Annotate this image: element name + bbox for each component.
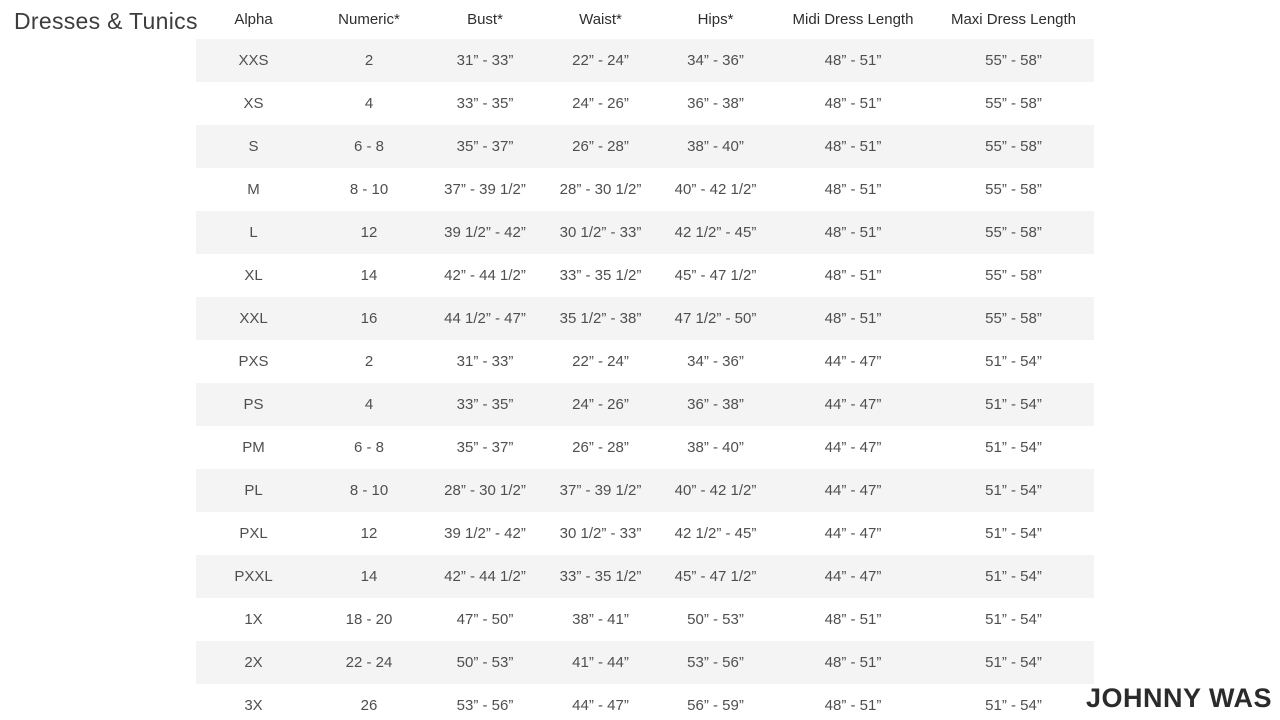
table-row <box>196 211 1094 254</box>
table-cell: 34” - 36” <box>687 52 744 69</box>
table-cell: 48” - 51” <box>824 611 882 628</box>
table-cell: 37” - 39 1/2” <box>444 181 526 198</box>
column-header: Alpha <box>234 11 273 28</box>
table-cell: 31” - 33” <box>456 52 514 69</box>
table-cell: 51” - 54” <box>985 439 1042 456</box>
table-cell: 26” - 28” <box>572 439 629 456</box>
table-cell: 34” - 36” <box>687 353 744 370</box>
table-cell: M <box>247 181 260 198</box>
column-header: Midi Dress Length <box>792 11 914 28</box>
table-row <box>196 254 1094 297</box>
table-row <box>196 684 1094 720</box>
table-cell: 12 <box>360 525 378 542</box>
table-cell: 35” - 37” <box>456 439 514 456</box>
table-cell: 51” - 54” <box>985 525 1042 542</box>
table-cell: 55” - 58” <box>985 181 1042 198</box>
table-cell: 48” - 51” <box>824 654 882 671</box>
table-cell: 55” - 58” <box>985 224 1042 241</box>
table-cell: 24” - 26” <box>572 95 629 112</box>
table-cell: 4 <box>364 95 374 112</box>
table-row <box>196 512 1094 555</box>
table-cell: 44” - 47” <box>824 482 882 499</box>
table-cell: 48” - 51” <box>824 138 882 155</box>
table-cell: 48” - 51” <box>824 310 882 327</box>
table-cell: PM <box>242 439 265 456</box>
table-cell: XXL <box>239 310 268 327</box>
table-cell: 50” - 53” <box>687 611 744 628</box>
table-cell: 44 1/2” - 47” <box>444 310 526 327</box>
table-cell: 16 <box>360 310 378 327</box>
table-cell: 8 - 10 <box>349 482 389 499</box>
table-cell: PXXL <box>234 568 273 585</box>
table-cell: 48” - 51” <box>824 697 882 714</box>
page-title: Dresses & Tunics <box>14 8 198 34</box>
table-cell: 48” - 51” <box>824 52 882 69</box>
table-cell: 36” - 38” <box>687 95 744 112</box>
table-cell: 44” - 47” <box>824 353 882 370</box>
table-row <box>196 39 1094 82</box>
column-header: Maxi Dress Length <box>950 11 1077 28</box>
table-cell: 55” - 58” <box>985 138 1042 155</box>
table-cell: 4 <box>364 396 374 413</box>
table-cell: 48” - 51” <box>824 95 882 112</box>
table-cell: PXL <box>239 525 268 542</box>
table-cell: 14 <box>360 267 378 284</box>
table-cell: 2 <box>364 52 374 69</box>
table-cell: 38” - 40” <box>687 439 744 456</box>
table-cell: 51” - 54” <box>985 396 1042 413</box>
table-cell: 33” - 35” <box>456 95 514 112</box>
table-row <box>196 641 1094 684</box>
table-cell: 51” - 54” <box>985 611 1042 628</box>
table-cell: PXS <box>238 353 269 370</box>
table-cell: 53” - 56” <box>687 654 744 671</box>
table-cell: 35” - 37” <box>456 138 514 155</box>
table-row <box>196 469 1094 512</box>
table-row <box>196 598 1094 641</box>
table-cell: 55” - 58” <box>985 267 1042 284</box>
table-cell: 48” - 51” <box>824 267 882 284</box>
table-cell: 44” - 47” <box>824 439 882 456</box>
table-cell: S <box>248 138 259 155</box>
table-row <box>196 426 1094 469</box>
table-header-row <box>196 0 1094 39</box>
table-cell: 22” - 24” <box>572 353 629 370</box>
table-row <box>196 125 1094 168</box>
table-cell: 44” - 47” <box>824 525 882 542</box>
table-row <box>196 297 1094 340</box>
table-cell: 26 <box>360 697 378 714</box>
table-cell: 55” - 58” <box>985 52 1042 69</box>
table-cell: 14 <box>360 568 378 585</box>
table-cell: XL <box>244 267 263 284</box>
table-cell: 30 1/2” - 33” <box>559 525 642 542</box>
brand-logo: JOHNNY WAS <box>1085 683 1272 713</box>
table-cell: 33” - 35 1/2” <box>559 267 642 284</box>
table-cell: 47 1/2” - 50” <box>674 310 757 327</box>
table-cell: 6 - 8 <box>353 439 384 456</box>
table-cell: 31” - 33” <box>456 353 514 370</box>
table-cell: 8 - 10 <box>349 181 389 198</box>
table-cell: 55” - 58” <box>985 310 1042 327</box>
table-cell: 35 1/2” - 38” <box>559 310 642 327</box>
table-cell: 42” - 44 1/2” <box>444 267 526 284</box>
table-cell: 45” - 47 1/2” <box>674 267 757 284</box>
table-cell: XXS <box>238 52 269 69</box>
table-cell: 50” - 53” <box>456 654 514 671</box>
table-cell: 28” - 30 1/2” <box>559 181 642 198</box>
table-cell: 37” - 39 1/2” <box>559 482 642 499</box>
table-cell: 51” - 54” <box>985 697 1042 714</box>
table-cell: 12 <box>360 224 378 241</box>
table-cell: XS <box>243 95 264 112</box>
table-cell: PS <box>243 396 264 413</box>
table-cell: 39 1/2” - 42” <box>444 224 526 241</box>
table-cell: 22” - 24” <box>572 52 629 69</box>
table-body <box>196 39 1094 720</box>
table-cell: 47” - 50” <box>456 611 514 628</box>
table-cell: 51” - 54” <box>985 654 1042 671</box>
table-row <box>196 168 1094 211</box>
table-cell: 51” - 54” <box>985 353 1042 370</box>
table-cell: 42 1/2” - 45” <box>674 525 757 542</box>
column-header: Hips* <box>697 11 734 28</box>
table-cell: 26” - 28” <box>572 138 629 155</box>
table-cell: 51” - 54” <box>985 482 1042 499</box>
table-cell: PL <box>244 482 263 499</box>
column-header: Waist* <box>579 11 622 28</box>
table-cell: 3X <box>244 697 263 714</box>
table-cell: 40” - 42 1/2” <box>674 181 757 198</box>
table-cell: 48” - 51” <box>824 224 882 241</box>
size-chart-table <box>196 0 1094 720</box>
table-cell: 18 - 20 <box>345 611 393 628</box>
table-cell: 40” - 42 1/2” <box>674 482 757 499</box>
table-cell: 36” - 38” <box>687 396 744 413</box>
table-cell: 22 - 24 <box>345 654 393 671</box>
table-cell: 44” - 47” <box>824 396 882 413</box>
table-cell: 38” - 40” <box>687 138 744 155</box>
column-header: Bust* <box>467 11 503 28</box>
table-cell: 44” - 47” <box>572 697 629 714</box>
table-cell: 33” - 35” <box>456 396 514 413</box>
table-cell: 56” - 59” <box>687 697 744 714</box>
table-cell: 28” - 30 1/2” <box>444 482 526 499</box>
table-cell: 30 1/2” - 33” <box>559 224 642 241</box>
table-row <box>196 340 1094 383</box>
table-cell: 33” - 35 1/2” <box>559 568 642 585</box>
table-cell: 38” - 41” <box>572 611 629 628</box>
table-cell: L <box>249 224 258 241</box>
table-cell: 48” - 51” <box>824 181 882 198</box>
table-cell: 39 1/2” - 42” <box>444 525 526 542</box>
column-header: Numeric* <box>338 11 400 28</box>
table-row <box>196 82 1094 125</box>
table-cell: 24” - 26” <box>572 396 629 413</box>
table-cell: 41” - 44” <box>572 654 629 671</box>
table-cell: 2 <box>364 353 374 370</box>
table-cell: 44” - 47” <box>824 568 882 585</box>
table-cell: 1X <box>244 611 263 628</box>
table-cell: 55” - 58” <box>985 95 1042 112</box>
table-cell: 42 1/2” - 45” <box>674 224 757 241</box>
table-cell: 45” - 47 1/2” <box>674 568 757 585</box>
table-cell: 6 - 8 <box>353 138 384 155</box>
table-row <box>196 383 1094 426</box>
table-cell: 2X <box>244 654 263 671</box>
table-cell: 42” - 44 1/2” <box>444 568 526 585</box>
table-cell: 51” - 54” <box>985 568 1042 585</box>
table-cell: 53” - 56” <box>456 697 514 714</box>
table-row <box>196 555 1094 598</box>
